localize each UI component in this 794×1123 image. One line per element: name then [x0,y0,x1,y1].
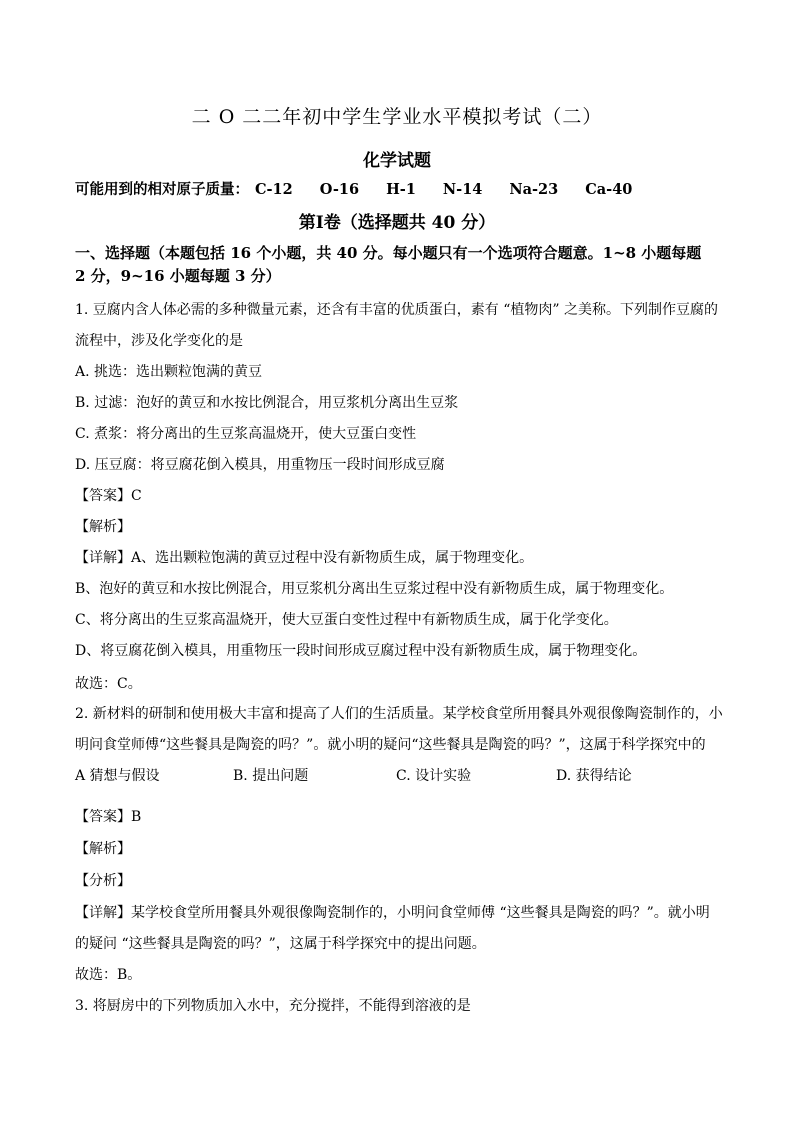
atomic-masses-label: 可能用到的相对原子质量： [75,181,249,198]
mass-item: O-16 [319,181,360,198]
q1-option-a: A. 挑选：选出颗粒饱满的黄豆 [75,364,263,380]
q2-option-b: B. 提出问题 [233,768,309,784]
section-heading [75,242,725,288]
mass-item: Na-23 [509,181,559,198]
q1-analysis: 【解析】 [75,519,131,535]
mass-item: H-1 [386,181,416,198]
q1-option-b: B. 过滤：泡好的黄豆和水按比例混合，用豆浆机分离出生豆浆 [75,395,459,411]
q2-stem-line: 明问食堂师傅“这些餐具是陶瓷的吗？”。就小明的疑问“这些餐具是陶瓷的吗？”，这属于科学探究中的 [75,737,706,753]
q2-stem-line: 2. 新材料的研制和使用极大丰富和提高了人们的生活质量。某学校食堂所用餐具外观很像陶瓷制作的，小 [75,706,723,722]
q1-stem-line: 1. 豆腐内含人体必需的多种微量元素，还含有丰富的优质蛋白，素有 “植物肉” 之美称。下列制作豆腐的 [75,302,719,318]
mass-item: C-12 [255,181,293,198]
q3-stem: 3. 将厨房中的下列物质加入水中，充分搅拌，不能得到溶液的是 [75,998,471,1014]
section-heading-line: 2 分，9~16 小题每题 3 分） [75,267,281,285]
part-title: 第Ⅰ卷（选择题共 40 分） [298,213,496,233]
q2-conclusion: 故选：B。 [75,967,142,983]
atomic-masses-line [75,178,659,199]
mass-item: Ca-40 [585,181,633,198]
q1-detail-line: B、泡好的黄豆和水按比例混合，用豆浆机分离出生豆浆过程中没有新物质生成，属于物理变化。 [75,581,674,597]
exam-title: 二 O 二二年初中学生学业水平模拟考试（二） [191,106,603,128]
q1-detail-line: D、将豆腐花倒入模具，用重物压一段时间形成豆腐过程中没有新物质生成，属于物理变化。 [75,643,647,659]
q2-fenxi: 【分析】 [75,873,131,889]
q1-option-c: C. 煮浆：将分离出的生豆浆高温烧开，使大豆蛋白变性 [75,426,417,442]
q2-analysis: 【解析】 [75,841,131,857]
section-heading-line: 一、选择题（本题包括 16 个小题，共 40 分。每小题只有一个选项符合题意。1~8 小题每题 [75,244,702,262]
q2-detail-line: 的疑问 “这些餐具是陶瓷的吗？”，这属于科学探究中的提出问题。 [75,936,486,952]
q1-conclusion: 故选：C。 [75,676,142,692]
exam-subtitle: 化学试题 [363,151,431,171]
q1-answer: 【答案】C [75,488,142,504]
q2-option-c: C. 设计实验 [396,768,472,784]
q1-option-d: D. 压豆腐：将豆腐花倒入模具，用重物压一段时间形成豆腐 [75,457,445,473]
q1-stem-line: 流程中，涉及化学变化的是 [75,333,243,349]
q1-detail-line: 【详解】A、选出颗粒饱满的黄豆过程中没有新物质生成，属于物理变化。 [75,550,534,566]
q1-detail-line: C、将分离出的生豆浆高温烧开，使大豆蛋白变性过程中有新物质生成，属于化学变化。 [75,612,618,628]
q2-option-d: D. 获得结论 [556,768,632,784]
q2-detail-line: 【详解】某学校食堂所用餐具外观很像陶瓷制作的，小明问食堂师傅 “这些餐具是陶瓷的吗？”。就小明 [75,905,710,921]
q2-answer: 【答案】B [75,809,142,825]
q2-option-a: A 猜想与假设 [75,768,160,784]
mass-item: N-14 [442,181,483,198]
